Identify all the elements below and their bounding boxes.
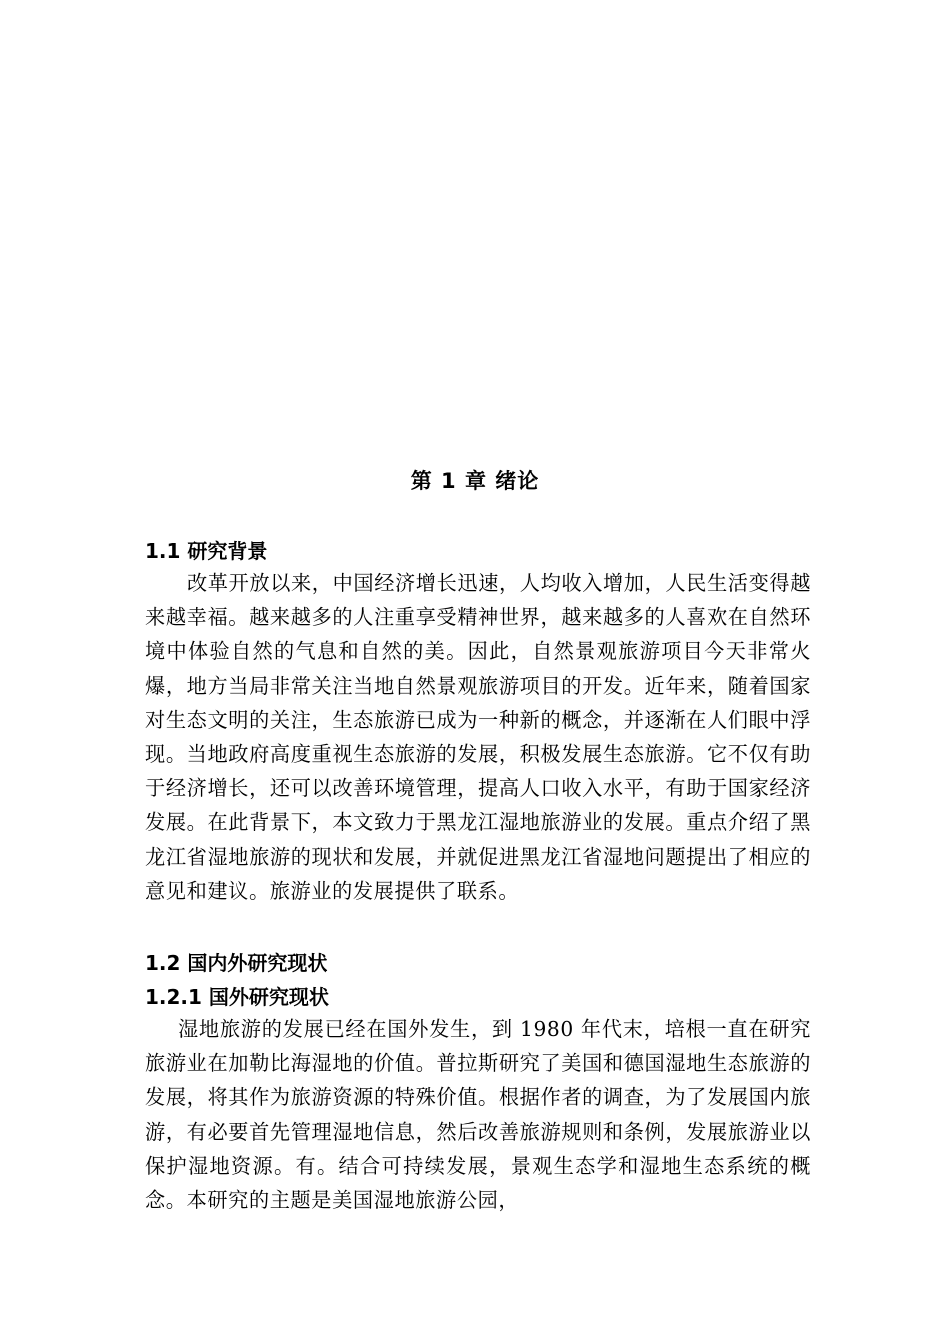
paragraph-research-background: 改革开放以来，中国经济增长迅速，人均收入增加，人民生活变得越来越幸福。越来越多的人注重享受精神世界，越来越多的人喜欢在自然环境中体验自然的气息和自然的美。因此，自然景观旅游项目今天非常火爆，地方当局非常关注当地自然景观旅游项目的开发。近年来，随着国家对生态文明的关注，生态旅游已成为一种新的概念，并逐渐在人们眼中浮现。当地政府高度重视生态旅游的发展，积极发展生态旅游。它不仅有助于经济增长，还可以改善环境管理，提高人口收入水平，有助于国家经济发展。在此背景下，本文致力于黑龙江湿地旅游业的发展。重点介绍了黑龙江省湿地旅游的现状和发展，并就促进黑龙江省湿地问题提出了相应的意见和建议。旅游业的发展提供了联系。 bbox=[145, 571, 811, 903]
chapter-title: 第 1 章 绪论 bbox=[410, 469, 540, 493]
section-heading-1-2-1: 1.2.1 国外研究现状 bbox=[145, 985, 329, 1009]
paragraph-foreign-research: 湿地旅游的发展已经在国外发生，到 1980 年代末，培根一直在研究旅游业在加勒比海湿地的价值。普拉斯研究了美国和德国湿地生态旅游的发展，将其作为旅游资源的特殊价值。根据作者的调查，为了发展国内旅游，有必要首先管理湿地信息，然后改善旅游规则和条例，发展旅游业以保护湿地资源。有。结合可持续发展，景观生态学和湿地生态系统的概念。本研究的主题是美国湿地旅游公园， bbox=[145, 1017, 811, 1213]
section-heading-1-2: 1.2 国内外研究现状 bbox=[145, 951, 328, 975]
section-heading-1-1: 1.1 研究背景 bbox=[145, 539, 268, 563]
